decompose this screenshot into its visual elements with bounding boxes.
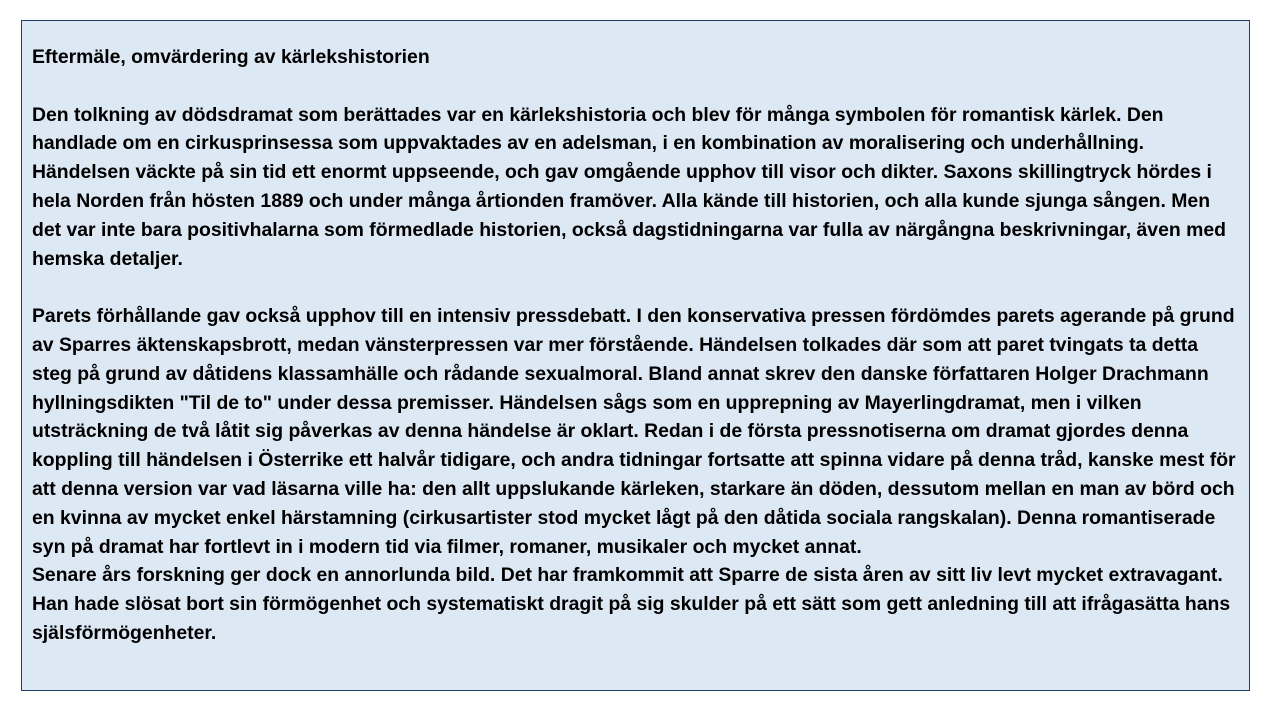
paragraph-2: Parets förhållande gav också upphov till en intensiv pressdebatt. I den konservativa pressen fördömdes parets agerande på grund av Sparres äktenskapsbrott, medan vänsterpressen var mer förstående. Händelsen tolkades där som att paret tvingats ta detta steg på grund av dåtidens klassamhälle och rådande sexualmoral. Bland annat skrev den danske författaren Holger Drachmann hyllningsdikten "Til de to" under dessa premisser. Händelsen sågs som en upprepning av Mayerlingdramat, men i vilken utsträckning de två låtit sig påverkas av denna händelse är oklart. Redan i de första pressnotiserna om dramat gjordes denna koppling till händelsen i Österrike ett halvår tidigare, och andra tidningar fortsatte att spinna vidare på denna tråd, kanske mest för att denna version var vad läsarna ville ha: den allt uppslukande kärleken, starkare än döden, dessutom mellan en man av börd och en kvinna av mycket enkel härstamning (cirkusartister stod mycket lågt på den dåtida sociala rangskalan). Denna romantiserade syn på dramat har fortlevt in i modern tid via filmer, romaner, musikaler och mycket annat. [32, 305, 1236, 558]
heading: Eftermäle, omvärdering av kärlekshistorien [32, 46, 430, 68]
text-box [21, 20, 1250, 691]
paragraph-3: Senare års forskning ger dock en annorlunda bild. Det har framkommit att Sparre de sista åren av sitt liv levt mycket extravagant. Han hade slösat bort sin förmögenhet och systematiskt dragit på sig skulder på ett sätt som gett anledning till att ifrågasätta hans själsförmögenheter. [32, 564, 1231, 644]
spacer [32, 72, 1237, 101]
paragraph-1: Den tolkning av dödsdramat som berättades var en kärlekshistoria och blev för många symbolen för romantisk kärlek. Den handlade om en cirkusprinsessa som uppvaktades av en adelsman, i en kombination av moralisering och underhållning. Händelsen väckte på sin tid ett enormt uppseende, och gav omgående upphov till visor och dikter. Saxons skillingtryck hördes i hela Norden från hösten 1889 och under många årtionden framöver. Alla kände till historien, och alla kunde sjunga sången. Men det var inte bara positivhalarna som förmedlade historien, också dagstidningarna var fulla av närgångna beskrivningar, även med hemska detaljer. [32, 103, 1226, 270]
spacer [32, 273, 1237, 302]
